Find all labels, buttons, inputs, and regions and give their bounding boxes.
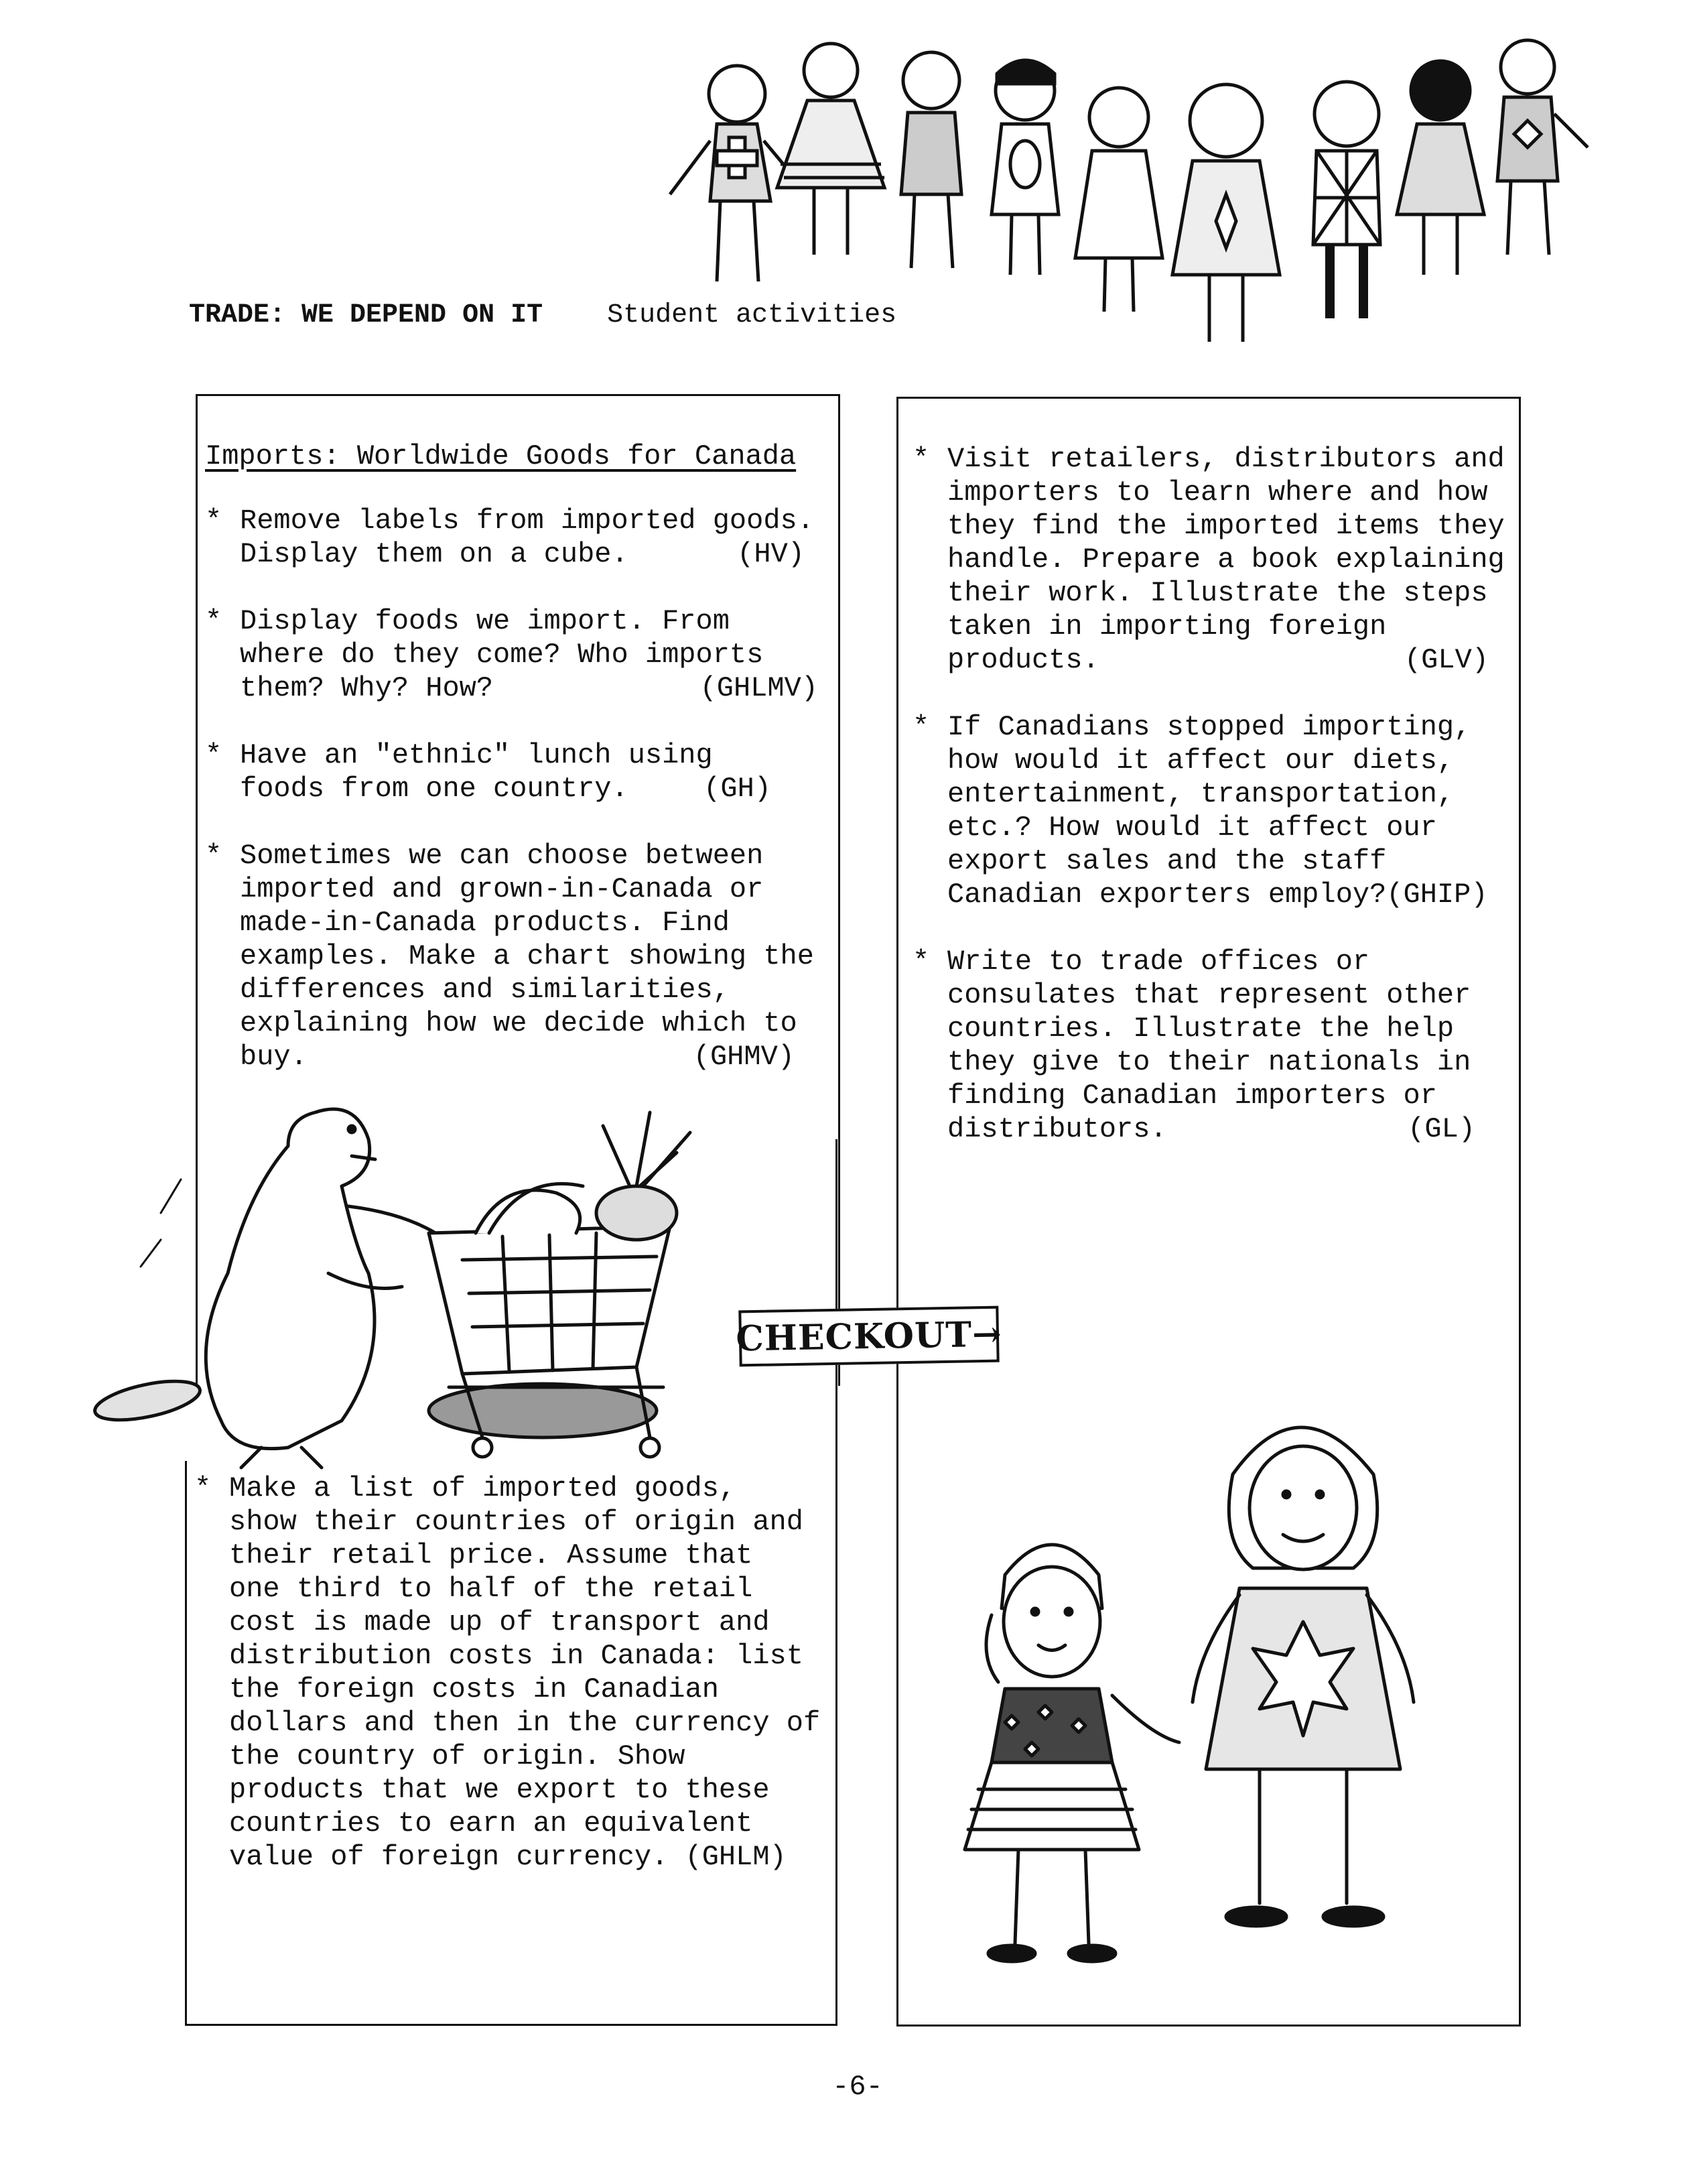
item-line-with-code: distributors. (GL): [947, 1113, 1475, 1145]
item-line: the foreign costs in Canadian: [229, 1673, 719, 1706]
item-line: Sometimes we can choose between: [240, 840, 764, 872]
star-bullet: *: [913, 711, 930, 743]
item-line: handle. Prepare a book explaining: [947, 543, 1505, 576]
item-line-with-code: them? Why? How? (GHLMV): [240, 672, 818, 704]
item-line: Remove labels from imported goods.: [240, 505, 814, 537]
item-line: cost is made up of transport and: [229, 1606, 770, 1639]
activity-item: [913, 710, 1515, 911]
item-line: Canadian exporters employ?(GHIP): [947, 879, 1488, 911]
checkout-sign: CHECKOUT→: [738, 1306, 999, 1367]
item-line: their work. Illustrate the steps: [947, 577, 1488, 609]
item-line: Have an "ethnic" lunch using: [240, 739, 713, 771]
item-line: their retail price. Assume that: [229, 1539, 753, 1571]
page-header: [189, 300, 896, 330]
item-line: one third to half of the retail: [229, 1573, 753, 1605]
item-line: countries to earn an equivalent: [229, 1807, 753, 1840]
item-line: they find the imported items they: [947, 510, 1505, 542]
item-line: finding Canadian importers or: [947, 1080, 1437, 1112]
activity-code: (GHLMV): [699, 672, 818, 704]
item-line: value of foreign currency. (GHLM): [229, 1841, 787, 1873]
item-line: etc.? How would it affect our: [947, 812, 1437, 844]
right-column: [913, 442, 1515, 1179]
item-line: Make a list of imported goods,: [229, 1472, 736, 1504]
two-girls-illustration: [931, 1387, 1487, 1964]
item-line: examples. Make a chart showing the: [240, 940, 814, 972]
star-bullet: *: [205, 505, 222, 537]
activity-item: [913, 945, 1515, 1146]
left-bottom-item: [194, 1472, 831, 1907]
star-bullet: *: [205, 605, 222, 637]
item-line: entertainment, transportation,: [947, 778, 1455, 810]
item-line-with-code: buy. (GHMV): [240, 1041, 795, 1073]
item-line: consulates that represent other: [947, 979, 1471, 1011]
item-line: explaining how we decide which to: [240, 1007, 797, 1039]
item-line: Display foods we import. From: [240, 605, 730, 637]
item-line-with-code: Display them on a cube. (HV): [240, 538, 805, 570]
star-bullet: *: [913, 443, 930, 475]
left-frame-divider: [835, 1139, 837, 1461]
item-line: If Canadians stopped importing,: [947, 711, 1471, 743]
header-subtitle: Student activities: [607, 300, 897, 330]
item-line: differences and similarities,: [240, 974, 730, 1006]
item-line-with-code: foods from one country. (GH): [240, 773, 771, 805]
activity-item: [194, 1472, 831, 1874]
beaver-cart-illustration: [87, 1072, 791, 1474]
item-line: distribution costs in Canada: list: [229, 1640, 803, 1672]
activity-code: (GH): [703, 773, 771, 805]
item-line: they give to their nationals in: [947, 1046, 1471, 1078]
star-bullet: *: [205, 840, 222, 872]
star-bullet: *: [194, 1472, 212, 1504]
item-line: Write to trade offices or: [947, 946, 1370, 978]
item-line: how would it affect our diets,: [947, 745, 1455, 777]
left-column: [205, 440, 831, 1107]
item-line: products that we export to these: [229, 1774, 770, 1806]
item-line: importers to learn where and how: [947, 476, 1488, 509]
item-line-with-code: products. (GLV): [947, 644, 1489, 676]
item-line: export sales and the staff: [947, 845, 1387, 877]
activity-item: [913, 442, 1515, 677]
item-line: imported and grown-in-Canada or: [240, 873, 764, 905]
item-line: Visit retailers, distributors and: [947, 443, 1505, 475]
activity-item: [205, 604, 831, 705]
item-line: show their countries of origin and: [229, 1506, 803, 1538]
page-number: -6-: [832, 2071, 883, 2103]
star-bullet: *: [913, 946, 930, 978]
activity-item: [205, 738, 831, 806]
header-title: TRADE: WE DEPEND ON IT: [189, 300, 543, 330]
activity-item: [205, 839, 831, 1074]
item-line: dollars and then in the currency of: [229, 1707, 821, 1739]
item-line: made-in-Canada products. Find: [240, 907, 730, 939]
star-bullet: *: [205, 739, 222, 771]
activity-item: [205, 504, 831, 571]
item-line: taken in importing foreign: [947, 611, 1387, 643]
activity-code: (HV): [737, 538, 805, 570]
item-line: where do they come? Who imports: [240, 639, 764, 671]
item-line: the country of origin. Show: [229, 1740, 685, 1773]
activity-code: (GL): [1408, 1113, 1475, 1145]
activity-code: (GLV): [1404, 644, 1489, 676]
activity-code: (GHMV): [693, 1041, 795, 1073]
item-line: countries. Illustrate the help: [947, 1013, 1455, 1045]
section-title-imports: Imports: Worldwide Goods for Canada: [205, 440, 797, 472]
